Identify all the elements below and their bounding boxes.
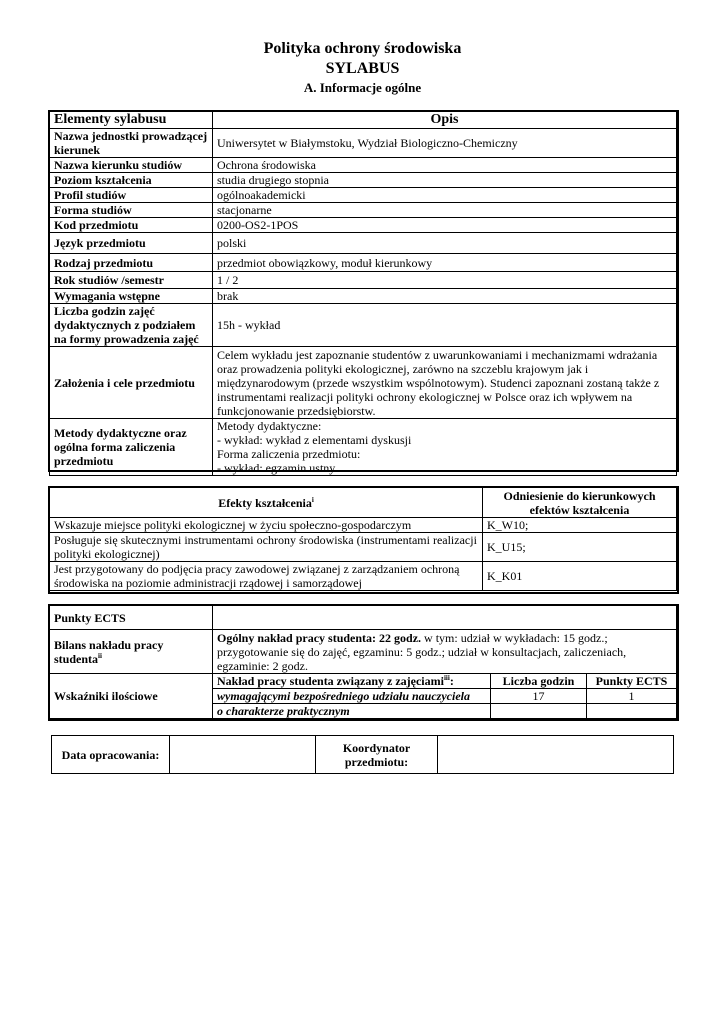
column-header-outcomes xyxy=(50,488,483,518)
row-value-goals: Celem wykładu jest zapoznanie studentów z uwarunkowaniami i mechanizmami wdrażania oraz prowadzenia polityki ekologicznej, zarówno na szczeblu krajowym jak i międzynarodowym (przede wszystkim wspólnotowym). Studenci zapoznani zostaną także z instrumentami realizacji polityki ochrony ekologicznej w Polsce oraz ich wpływem na funkcjonowanie przedsiębiorstw. xyxy=(213,347,677,419)
row-value-year: 1 / 2 xyxy=(213,272,677,289)
table-row xyxy=(50,419,677,476)
row-value-type: przedmiot obowiązkowy, moduł kierunkowy xyxy=(213,254,677,272)
outcome-text: Wskazuje miejsce polityki ekologicznej w życiu społeczno-gospodarczym xyxy=(50,518,483,533)
row-label-hours: Liczba godzin zajęć dydaktycznych z podziałem na formy prowadzenia zajęć xyxy=(50,304,213,347)
methods-line: Forma zaliczenia przedmiotu: xyxy=(217,447,361,461)
ects-table xyxy=(49,605,677,719)
date-label: Data opracowania: xyxy=(52,736,170,774)
table-row xyxy=(50,218,677,233)
row-label-code: Kod przedmiotu xyxy=(50,218,213,233)
outcomes-header-label: Efekty kształcenia xyxy=(218,495,312,510)
table-row xyxy=(50,518,677,533)
document-subtitle: SYLABUS xyxy=(325,60,400,77)
row-value-level: studia drugiego stopnia xyxy=(213,173,677,188)
date-value xyxy=(170,736,316,774)
coordinator-label: Koordynator przedmiotu: xyxy=(316,736,438,774)
table-header-row xyxy=(50,112,677,129)
row-value-requirements: brak xyxy=(213,289,677,304)
table-row xyxy=(50,233,677,254)
indicator-label: o charakterze praktycznym xyxy=(213,704,491,719)
row-value-hours: 15h - wykład xyxy=(213,304,677,347)
table-row xyxy=(50,533,677,562)
table-row xyxy=(50,674,677,689)
row-label-requirements: Wymagania wstępne xyxy=(50,289,213,304)
workload-balance-text: Bilans nakładu pracy studenta xyxy=(54,637,164,666)
learning-outcomes-table xyxy=(49,487,677,591)
outcome-reference: K_W10; xyxy=(483,518,677,533)
indicator-header-suffix: : xyxy=(449,674,454,688)
indicator-ects: 1 xyxy=(587,689,677,704)
table-row xyxy=(50,129,677,158)
column-header-elements: Elementy sylabusu xyxy=(50,112,213,129)
row-value-field: Ochrona środowiska xyxy=(213,158,677,173)
syllabus-elements-table xyxy=(49,111,677,476)
row-label-level: Poziom kształcenia xyxy=(50,173,213,188)
table-row xyxy=(50,562,677,591)
table-row xyxy=(50,254,677,272)
methods-line: - wykład: wykład z elementami dyskusji xyxy=(217,433,412,447)
quantitative-indicators-label: Wskaźniki ilościowe xyxy=(50,674,213,719)
table-row xyxy=(50,606,677,630)
indicator-hours: 17 xyxy=(491,689,587,704)
table-row xyxy=(50,173,677,188)
row-label-methods: Metody dydaktyczne oraz ogólna forma zaliczenia przedmiotu xyxy=(50,419,213,476)
footnote-marker: i xyxy=(311,495,314,504)
row-label-unit: Nazwa jednostki prowadzącej kierunek xyxy=(50,129,213,158)
row-label-type: Rodzaj przedmiotu xyxy=(50,254,213,272)
indicator-ects xyxy=(587,704,677,719)
column-header-description: Opis xyxy=(213,112,677,129)
row-label-field: Nazwa kierunku studiów xyxy=(50,158,213,173)
indicator-header xyxy=(213,674,491,689)
footnote-marker: iii xyxy=(443,674,450,682)
document-title: Polityka ochrony środowiska xyxy=(263,40,462,57)
row-value-methods xyxy=(213,419,677,476)
outcome-text: Posługuje się skutecznymi instrumentami ochrony środowiska (instrumentami realizacji polityki ekologicznej) xyxy=(50,533,483,562)
workload-balance-value xyxy=(213,630,677,674)
indicator-header-text: Nakład pracy studenta związany z zajęciami xyxy=(217,674,444,688)
methods-line: - wykład: egzamin ustny xyxy=(217,461,336,475)
table-row xyxy=(50,272,677,289)
column-header-hours: Liczba godzin xyxy=(491,674,587,689)
footer-table xyxy=(51,735,674,774)
row-label-year: Rok studiów /semestr xyxy=(50,272,213,289)
row-value-unit: Uniwersytet w Białymstoku, Wydział Biologiczno-Chemiczny xyxy=(213,129,677,158)
row-label-goals: Założenia i cele przedmiotu xyxy=(50,347,213,419)
section-heading: A. Informacje ogólne xyxy=(303,80,422,95)
coordinator-value xyxy=(438,736,674,774)
outcome-reference: K_K01 xyxy=(483,562,677,591)
ects-points-label: Punkty ECTS xyxy=(50,606,213,630)
table-row xyxy=(50,203,677,218)
row-value-profile: ogólnoakademicki xyxy=(213,188,677,203)
table-row xyxy=(50,304,677,347)
column-header-reference: Odniesienie do kierunkowych efektów kształcenia xyxy=(483,488,677,518)
row-label-profile: Profil studiów xyxy=(50,188,213,203)
row-value-form: stacjonarne xyxy=(213,203,677,218)
footnote-marker: ii xyxy=(98,651,102,660)
column-header-ects: Punkty ECTS xyxy=(587,674,677,689)
table-row xyxy=(50,289,677,304)
table-row xyxy=(52,736,674,774)
methods-line: Metody dydaktyczne: xyxy=(217,419,322,433)
row-value-code: 0200-OS2-1POS xyxy=(213,218,677,233)
table-row xyxy=(50,630,677,674)
table-row xyxy=(50,188,677,203)
outcome-text: Jest przygotowany do podjęcia pracy zawodowej związanej z zarządzaniem ochroną środowiska na poziomie administracji rządowej i samorządowej xyxy=(50,562,483,591)
row-label-language: Język przedmiotu xyxy=(50,233,213,254)
indicator-hours xyxy=(491,704,587,719)
workload-breakdown: w tym: udział w wykładach: 15 godz.; przygotowanie się do zajęć, egzaminu: 5 godz.; udział w konsultacjach, zaliczeniach, egzaminie: 2 godz. xyxy=(217,630,627,673)
table-header-row xyxy=(50,488,677,518)
workload-total: Ogólny nakład pracy studenta: 22 godz. xyxy=(217,630,422,645)
table-row xyxy=(50,158,677,173)
ects-points-value xyxy=(213,606,677,630)
table-row xyxy=(50,347,677,419)
indicator-label: wymagającymi bezpośredniego udziału nauczyciela xyxy=(213,689,491,704)
row-value-language: polski xyxy=(213,233,677,254)
workload-balance-label xyxy=(50,630,213,674)
outcome-reference: K_U15; xyxy=(483,533,677,562)
row-label-form: Forma studiów xyxy=(50,203,213,218)
